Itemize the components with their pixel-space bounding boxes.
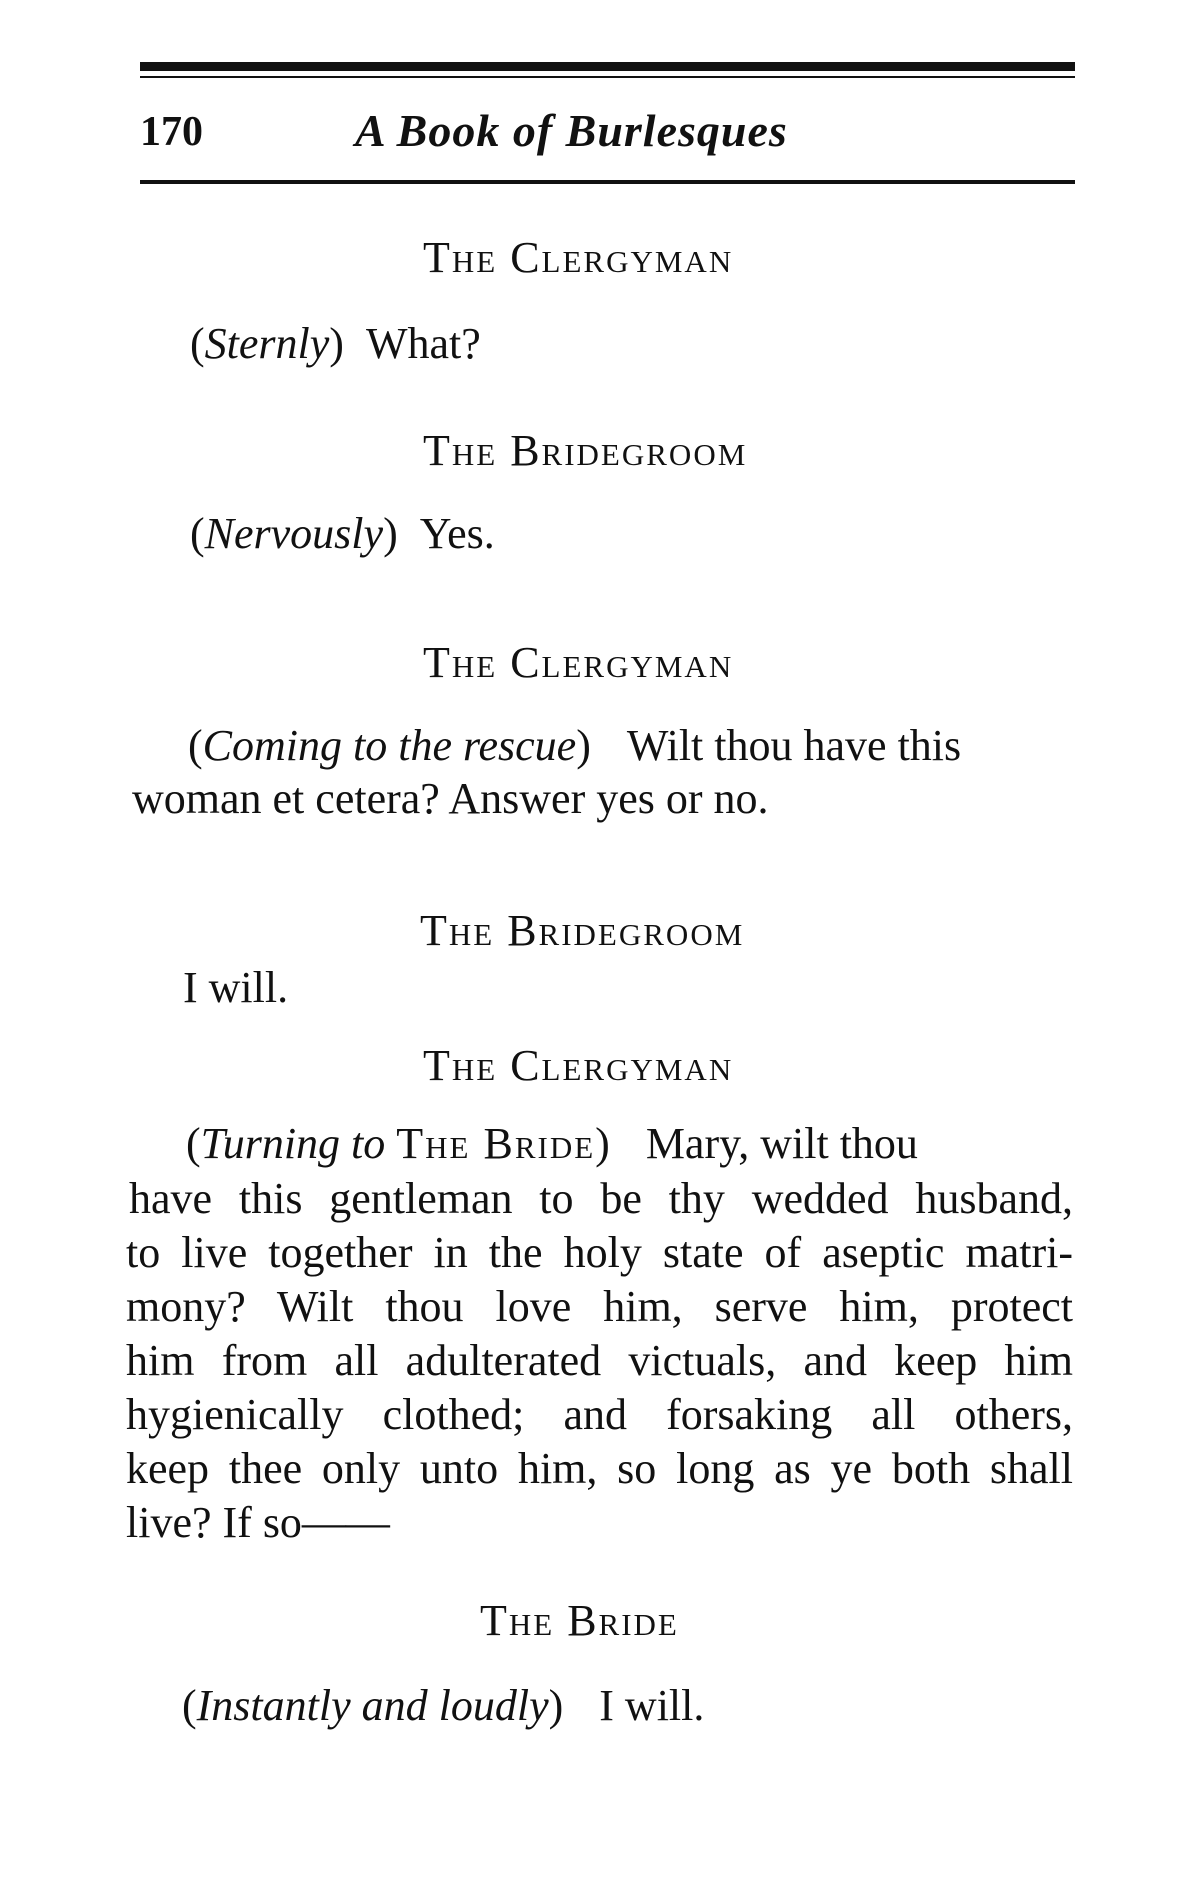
- dialogue-line: live? If so——: [126, 1498, 390, 1547]
- running-header: [140, 100, 1075, 160]
- dialogue-line: (Turning to The Bride) Mary, wilt thou: [186, 1119, 918, 1168]
- page-number: 170: [140, 109, 203, 155]
- stage-direction: Sternly: [204, 319, 330, 368]
- stage-direction: Turning to: [200, 1119, 386, 1168]
- speaker-name: The Bride: [480, 1596, 679, 1645]
- speech-text: Yes.: [419, 509, 495, 558]
- dialogue-line: keep thee only unto him, so long as ye both shall: [126, 1444, 1073, 1493]
- dialogue-line: woman et cetera? Answer yes or no.: [132, 774, 769, 823]
- dialogue-line: (Coming to the rescue) Wilt thou have this: [188, 721, 962, 770]
- speech-text: Mary, wilt thou: [645, 1119, 918, 1168]
- stage-direction-name: The Bride: [396, 1119, 596, 1168]
- speaker-name: The Clergyman: [423, 1041, 734, 1090]
- stage-direction: Nervously: [204, 509, 384, 558]
- dialogue-line: hygienically clothed; and forsaking all others,: [126, 1390, 1073, 1439]
- dialogue-line: mony? Wilt thou love him, serve him, protect: [126, 1282, 1073, 1331]
- speaker-name: The Bridegroom: [420, 906, 745, 955]
- speaker-name: The Clergyman: [423, 233, 734, 282]
- running-title: A Book of Burlesques: [355, 105, 788, 156]
- dialogue-line: (Instantly and loudly) I will.: [182, 1681, 705, 1730]
- speaker-name: The Clergyman: [423, 638, 734, 687]
- header-rule-thick: [140, 62, 1075, 71]
- speech-text: What?: [365, 319, 481, 368]
- speech-text: Wilt thou have this: [626, 721, 962, 770]
- speech-text: I will.: [599, 1681, 705, 1730]
- stage-direction: Coming to the rescue: [202, 721, 577, 770]
- stage-direction: Instantly and loudly: [196, 1681, 549, 1730]
- dialogue-line: him from all adulterated victuals, and keep him: [126, 1336, 1073, 1385]
- speech-text: I will.: [183, 963, 289, 1012]
- dialogue-line: to live together in the holy state of aseptic matri-: [126, 1228, 1073, 1277]
- dialogue-line: (Nervously) Yes.: [190, 509, 495, 558]
- dialogue-line: (Sternly) What?: [190, 319, 481, 368]
- speaker-name: The Bridegroom: [423, 426, 748, 475]
- dialogue-line: have this gentleman to be thy wedded husband,: [129, 1174, 1073, 1223]
- header-rule-bottom: [140, 180, 1075, 184]
- header-rule-thin: [140, 76, 1075, 78]
